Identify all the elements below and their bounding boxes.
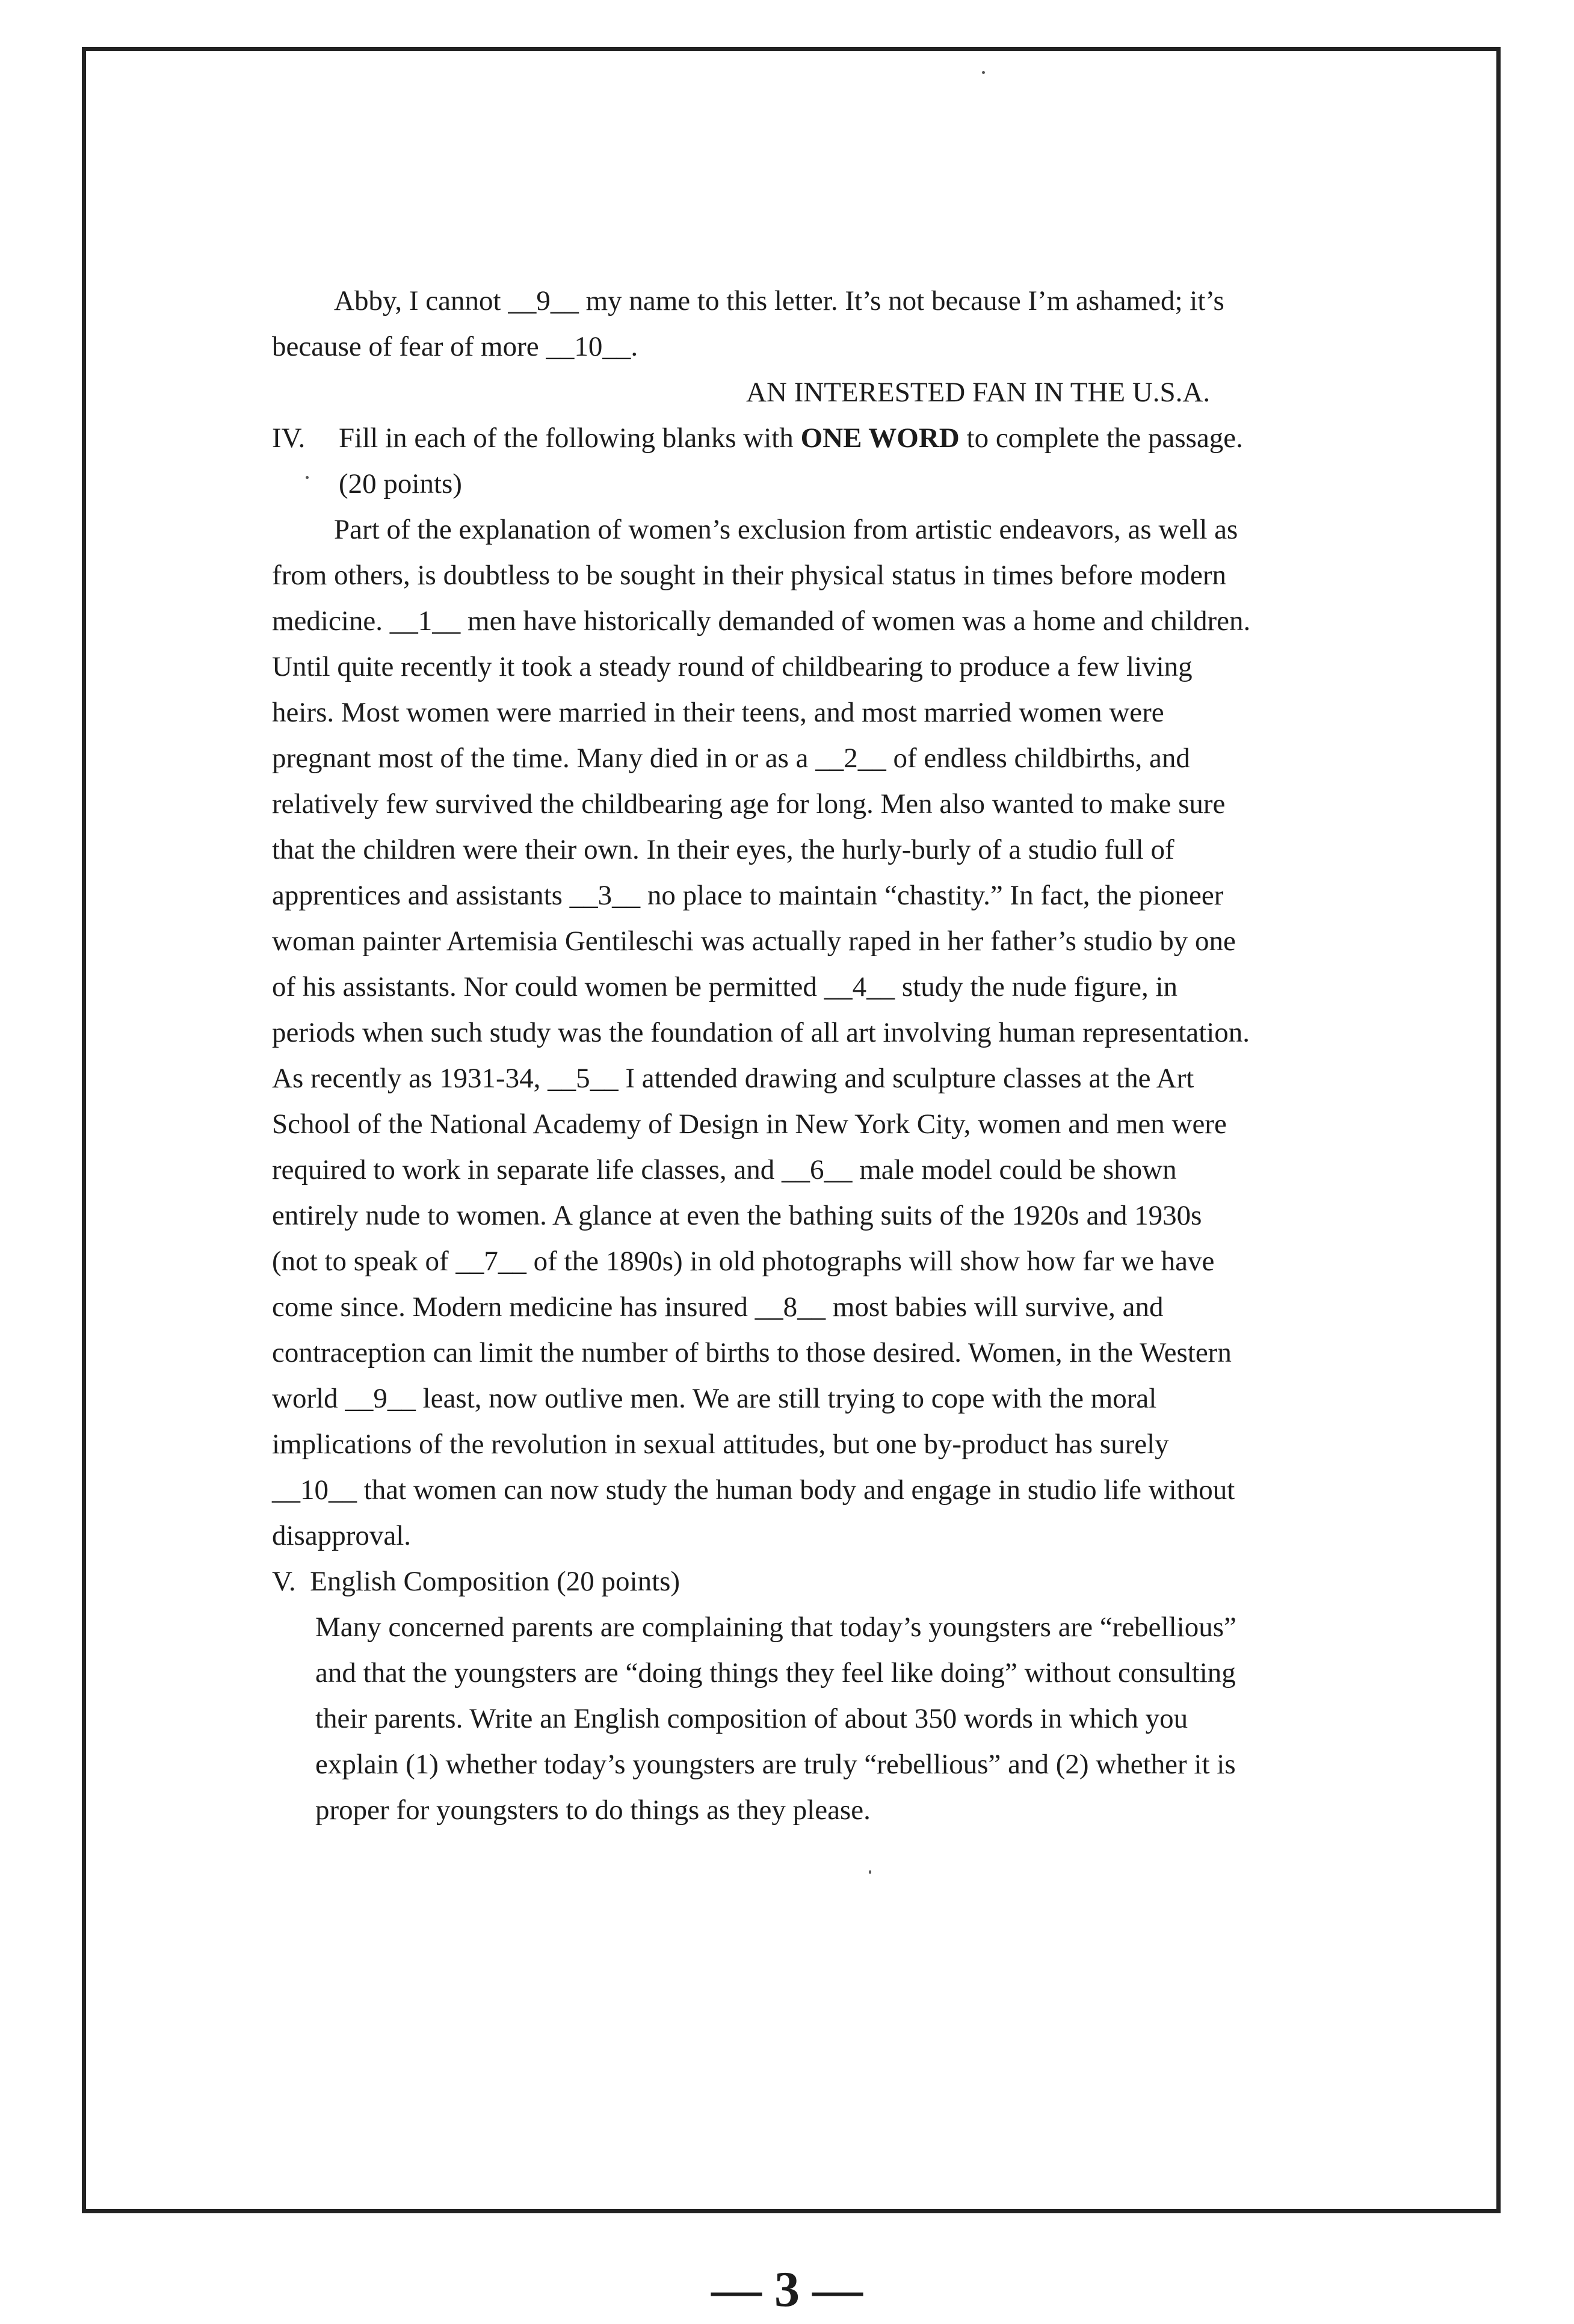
instruction-text-start: Fill in each of the following blanks with	[339, 422, 801, 454]
passage-line: apprentices and assistants __3__ no place to maintain “chastity.” In fact, the pioneer	[272, 880, 1224, 911]
passage-line: required to work in separate life classes, and __6__ male model could be shown	[272, 1154, 1177, 1185]
scan-speck	[306, 476, 309, 479]
passage-line: periods when such study was the foundation of all art involving human representation.	[272, 1017, 1250, 1048]
letter-signature: AN INTERESTED FAN IN THE U.S.A.	[746, 377, 1211, 408]
passage-line: that the children were their own. In their eyes, the hurly-burly of a studio full of	[272, 834, 1174, 865]
passage-line: entirely nude to women. A glance at even the bathing suits of the 1920s and 1930s	[272, 1200, 1202, 1231]
passage-line: pregnant most of the time. Many died in or as a __2__ of endless childbirths, and	[272, 743, 1190, 774]
composition-line: Many concerned parents are complaining that today’s youngsters are “rebellious”	[315, 1612, 1236, 1643]
letter-line-1: Abby, I cannot __9__ my name to this letter. It’s not because I’m ashamed; it’s	[334, 285, 1224, 317]
passage-line: Part of the explanation of women’s exclusion from artistic endeavors, as well as	[334, 514, 1238, 545]
scan-speck	[869, 1870, 871, 1874]
passage-line: __10__ that women can now study the human body and engage in studio life without	[272, 1474, 1235, 1506]
composition-line: their parents. Write an English composition of about 350 words in which you	[315, 1703, 1188, 1734]
composition-line: explain (1) whether today’s youngsters are truly “rebellious” and (2) whether it is	[315, 1749, 1236, 1780]
section-4-instruction	[339, 420, 1243, 456]
passage-line: implications of the revolution in sexual attitudes, but one by-product has surely	[272, 1429, 1169, 1460]
section-4-number: IV.	[272, 422, 306, 454]
composition-line: and that the youngsters are “doing things they feel like doing” without consulting	[315, 1657, 1236, 1689]
passage-line: world __9__ least, now outlive men. We are still trying to cope with the moral	[272, 1383, 1157, 1414]
passage-line: disapproval.	[272, 1520, 412, 1551]
passage-line: medicine. __1__ men have historically demanded of women was a home and children.	[272, 605, 1251, 637]
page-number: — 3 —	[711, 2261, 863, 2317]
scan-speck	[982, 71, 985, 74]
passage-line: School of the National Academy of Design in New York City, women and men were	[272, 1108, 1227, 1140]
passage-line: from others, is doubtless to be sought in their physical status in times before modern	[272, 560, 1226, 591]
instruction-text-end: to complete the passage.	[959, 422, 1243, 454]
passage-line: Until quite recently it took a steady round of childbearing to produce a few living	[272, 651, 1193, 682]
passage-line: relatively few survived the childbearing age for long. Men also wanted to make sure	[272, 788, 1226, 820]
section-5-heading: V. English Composition (20 points)	[272, 1566, 681, 1597]
passage-line: come since. Modern medicine has insured __8__ most babies will survive, and	[272, 1291, 1164, 1323]
section-4-points: (20 points)	[339, 468, 462, 499]
letter-line-2: because of fear of more __10__.	[272, 331, 638, 362]
passage-line: (not to speak of __7__ of the 1890s) in old photographs will show how far we have	[272, 1246, 1215, 1277]
passage-line: As recently as 1931-34, __5__ I attended drawing and sculpture classes at the Art	[272, 1063, 1194, 1094]
passage-line: contraception can limit the number of births to those desired. Women, in the Western	[272, 1337, 1232, 1368]
passage-line: heirs. Most women were married in their teens, and most married women were	[272, 697, 1164, 728]
instruction-emphasis: ONE WORD	[800, 422, 960, 454]
passage-line: of his assistants. Nor could women be permitted __4__ study the nude figure, in	[272, 971, 1178, 1003]
composition-line: proper for youngsters to do things as they please.	[315, 1794, 871, 1826]
passage-line: woman painter Artemisia Gentileschi was actually raped in her father’s studio by one	[272, 926, 1236, 957]
